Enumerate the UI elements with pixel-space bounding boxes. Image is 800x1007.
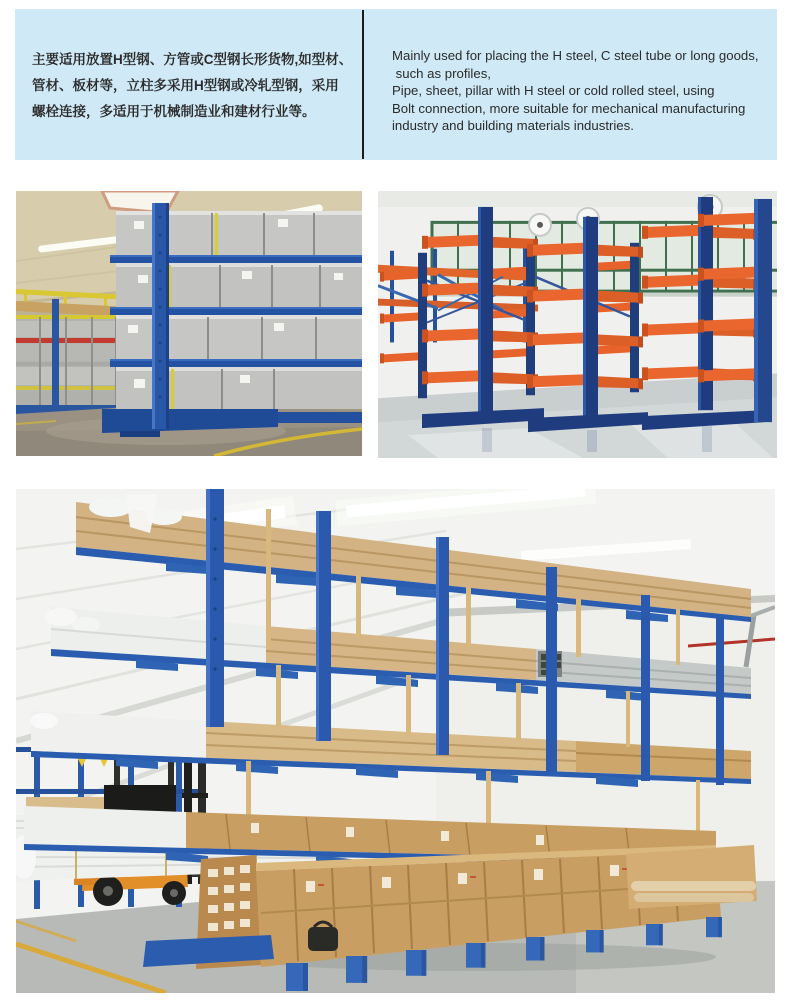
english-line: industry and building materials industries. xyxy=(392,118,634,133)
english-line: Pipe, sheet, pillar with H steel or cold rolled steel, using xyxy=(392,83,715,98)
wrapped-bundle xyxy=(89,497,133,517)
english-line: Mainly used for placing the H steel, C steel tube or long goods, xyxy=(392,48,759,63)
english-description xyxy=(392,47,767,135)
english-line: such as profiles, xyxy=(392,65,491,81)
chinese-line: 管材、板材等，立柱多采用H型钢或冷轧型钢，采用 xyxy=(32,78,339,93)
header-divider xyxy=(362,10,364,159)
cantilever-rack-containers xyxy=(102,203,362,437)
chinese-line: 螺栓连接，多适用于机械制造业和建材行业等。 xyxy=(32,104,316,119)
photo-empty-cantilever-racks xyxy=(378,191,777,458)
photo-warehouse-containers xyxy=(16,191,362,456)
photo-cantilever-long-goods xyxy=(16,489,775,993)
header-band xyxy=(15,9,777,160)
english-line: Bolt connection, more suitable for mechanical manufacturing xyxy=(392,100,746,116)
wall-fan xyxy=(529,214,551,236)
chinese-description xyxy=(32,47,352,125)
rack-upright xyxy=(152,203,169,429)
chinese-line: 主要适用放置H型钢、方管或C型钢长形货物,如型材、 xyxy=(32,52,353,67)
